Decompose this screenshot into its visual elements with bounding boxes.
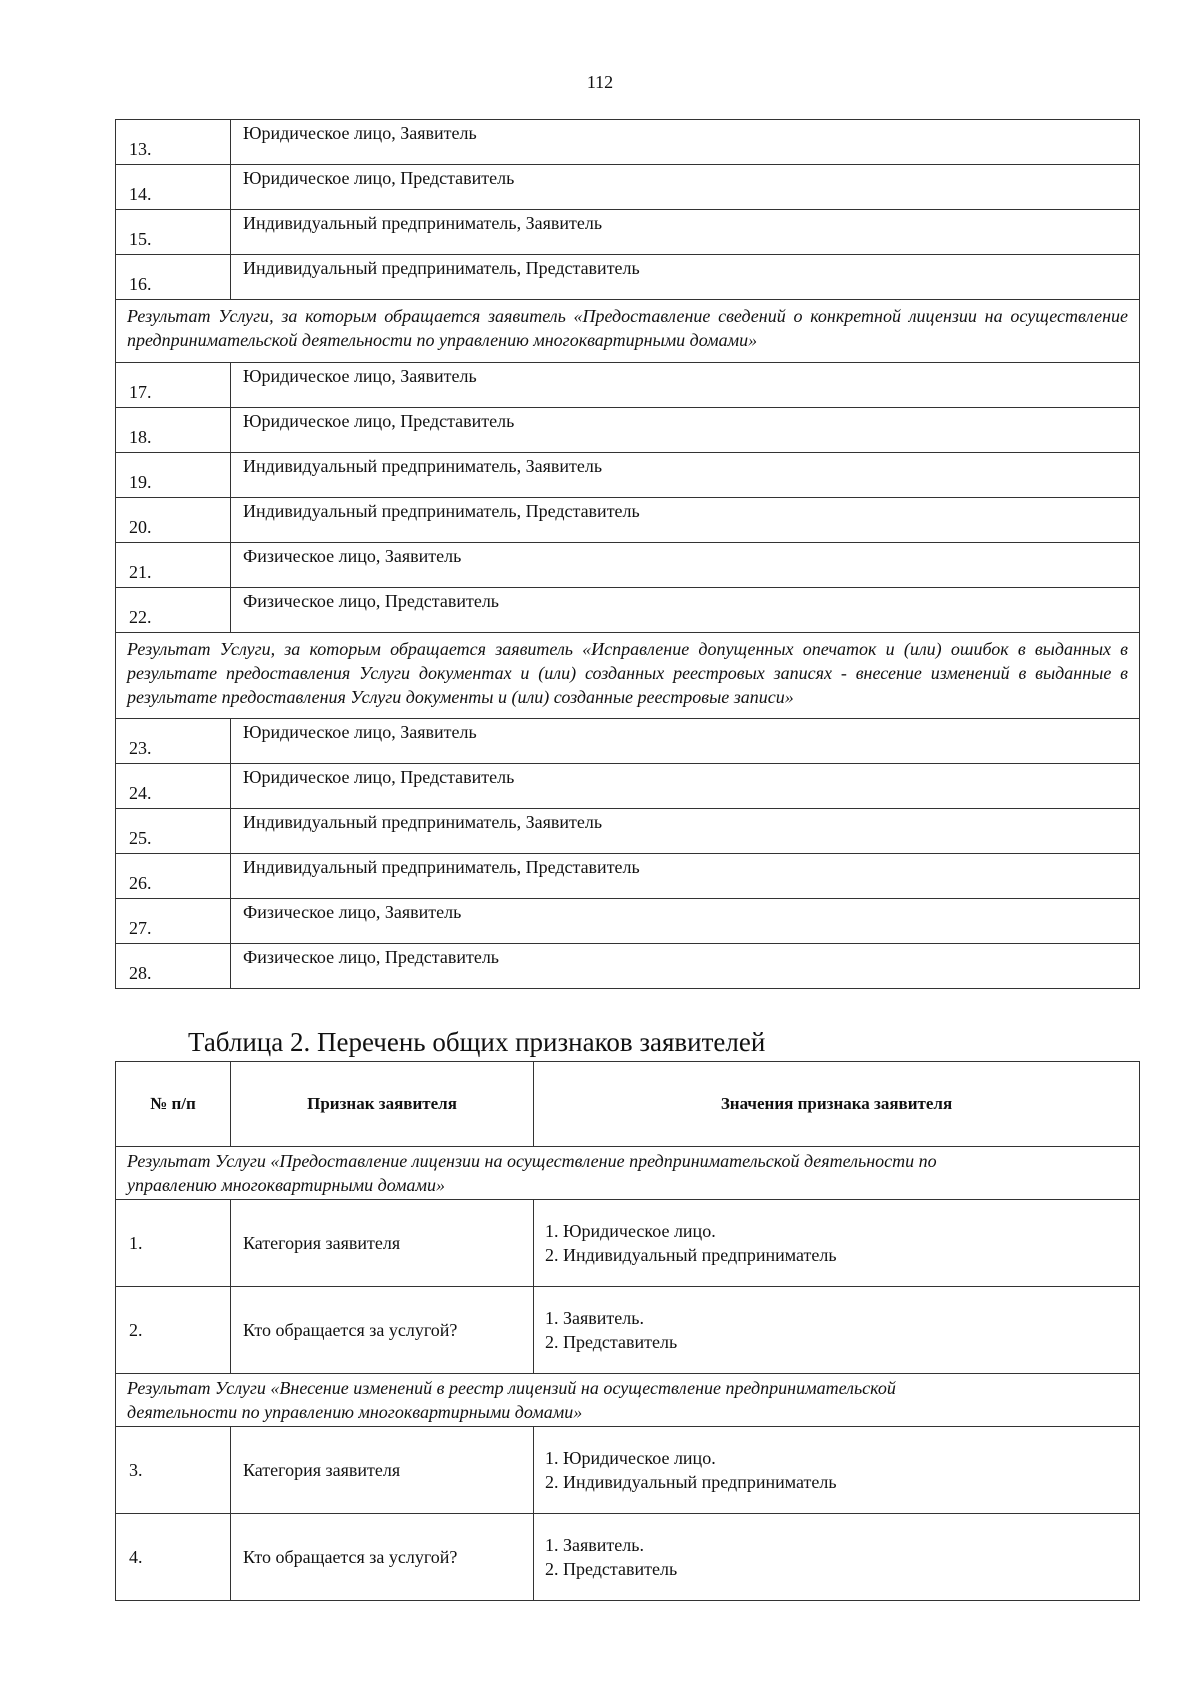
applicant-variant: Физическое лицо, Заявитель [231, 543, 1140, 588]
sign-value-item: 2. Представитель [545, 1559, 678, 1579]
table-row [116, 453, 1140, 498]
page-number: 112 [586, 72, 614, 92]
table-row [116, 1427, 1140, 1514]
sign-label: Кто обращается за услугой? [231, 1287, 534, 1374]
row-number: 1. [116, 1200, 231, 1287]
row-number: 20. [116, 498, 231, 543]
sign-value-item: 1. Заявитель. [545, 1308, 644, 1328]
row-number: 16. [116, 255, 231, 300]
row-number: 25. [116, 809, 231, 854]
sign-values [534, 1287, 1140, 1374]
common-applicant-signs-table [115, 1061, 1140, 1601]
section-title [116, 1147, 1140, 1200]
row-number: 15. [116, 210, 231, 255]
applicant-variant: Юридическое лицо, Представитель [231, 165, 1140, 210]
table-row [116, 543, 1140, 588]
applicant-variant: Индивидуальный предприниматель, Представитель [231, 255, 1140, 300]
row-number: 13. [116, 120, 231, 165]
table-row [116, 1514, 1140, 1601]
table-row [116, 210, 1140, 255]
section-row [116, 300, 1140, 363]
applicant-variant: Юридическое лицо, Заявитель [231, 719, 1140, 764]
header-values: Значения признака заявителя [534, 1062, 1140, 1147]
header-sign: Признак заявителя [231, 1062, 534, 1147]
row-number: 27. [116, 899, 231, 944]
applicant-variant: Физическое лицо, Представитель [231, 588, 1140, 633]
table-row [116, 363, 1140, 408]
section-row [116, 1147, 1140, 1200]
sign-value-item: 2. Представитель [545, 1332, 678, 1352]
section-title-line: управлению многоквартирными домами» [127, 1175, 446, 1195]
table-row [116, 498, 1140, 543]
table-row [116, 899, 1140, 944]
row-number: 28. [116, 944, 231, 989]
row-number: 2. [116, 1287, 231, 1374]
applicant-variant: Физическое лицо, Заявитель [231, 899, 1140, 944]
applicant-variant: Юридическое лицо, Представитель [231, 764, 1140, 809]
table-row [116, 120, 1140, 165]
table-row [116, 408, 1140, 453]
section-title-line: деятельности по управлению многоквартирными домами» [127, 1402, 583, 1422]
sign-label: Категория заявителя [231, 1200, 534, 1287]
sign-label: Кто обращается за услугой? [231, 1514, 534, 1601]
applicant-variant: Индивидуальный предприниматель, Представитель [231, 498, 1140, 543]
row-number: 18. [116, 408, 231, 453]
row-number: 23. [116, 719, 231, 764]
row-number: 19. [116, 453, 231, 498]
table-row [116, 944, 1140, 989]
applicants-table-continuation [115, 119, 1140, 989]
applicant-variant: Индивидуальный предприниматель, Заявитель [231, 453, 1140, 498]
section-row [116, 633, 1140, 719]
header-num: № п/п [116, 1062, 231, 1147]
table-header-row [116, 1062, 1140, 1147]
section-title: Результат Услуги, за которым обращается заявитель «Исправление допущенных опечаток и (или) ошибок в выданных в результате предоставления Услуги документах и (или) созданных реестровых записях - внесение изменений в выданные в результате предоставления Услуги документы и (или) созданные реестровые записи» [116, 633, 1140, 719]
row-number: 14. [116, 165, 231, 210]
applicant-variant: Индивидуальный предприниматель, Представитель [231, 854, 1140, 899]
table-row [116, 764, 1140, 809]
table-row [116, 588, 1140, 633]
row-number: 4. [116, 1514, 231, 1601]
applicant-variant: Физическое лицо, Представитель [231, 944, 1140, 989]
section-title [116, 1374, 1140, 1427]
table-row [116, 255, 1140, 300]
applicant-variant: Юридическое лицо, Заявитель [231, 120, 1140, 165]
table-row [116, 165, 1140, 210]
table-row [116, 809, 1140, 854]
table-row [116, 1200, 1140, 1287]
sign-value-item: 1. Юридическое лицо. [545, 1448, 716, 1468]
table-row [116, 1287, 1140, 1374]
section-title-line: Результат Услуги «Внесение изменений в реестр лицензий на осуществление предпринимательской [127, 1378, 896, 1398]
sign-values [534, 1200, 1140, 1287]
sign-value-item: 2. Индивидуальный предприниматель [545, 1245, 837, 1265]
table-row [116, 719, 1140, 764]
section-title: Результат Услуги, за которым обращается заявитель «Предоставление сведений о конкретной лицензии на осуществление предпринимательской деятельности по управлению многоквартирными домами» [116, 300, 1140, 363]
applicant-variant: Индивидуальный предприниматель, Заявитель [231, 809, 1140, 854]
applicant-variant: Юридическое лицо, Заявитель [231, 363, 1140, 408]
row-number: 17. [116, 363, 231, 408]
row-number: 24. [116, 764, 231, 809]
applicant-variant: Индивидуальный предприниматель, Заявитель [231, 210, 1140, 255]
row-number: 26. [116, 854, 231, 899]
section-title-line: Результат Услуги «Предоставление лицензии на осуществление предпринимательской деятельности по [127, 1151, 937, 1171]
section-row [116, 1374, 1140, 1427]
sign-values [534, 1514, 1140, 1601]
sign-value-item: 1. Юридическое лицо. [545, 1221, 716, 1241]
applicant-variant: Юридическое лицо, Представитель [231, 408, 1140, 453]
table2-caption: Таблица 2. Перечень общих признаков заявителей [188, 1027, 766, 1057]
sign-value-item: 2. Индивидуальный предприниматель [545, 1472, 837, 1492]
sign-label: Категория заявителя [231, 1427, 534, 1514]
sign-value-item: 1. Заявитель. [545, 1535, 644, 1555]
table-row [116, 854, 1140, 899]
row-number: 3. [116, 1427, 231, 1514]
row-number: 21. [116, 543, 231, 588]
row-number: 22. [116, 588, 231, 633]
sign-values [534, 1427, 1140, 1514]
